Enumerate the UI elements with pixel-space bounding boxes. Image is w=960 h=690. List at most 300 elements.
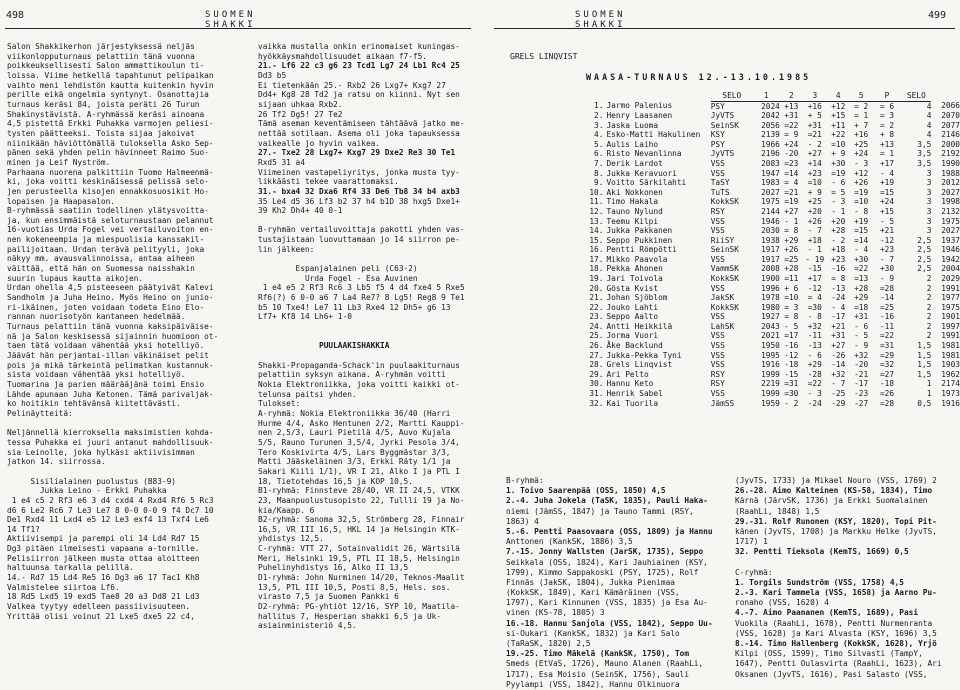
table-cell: - 7 xyxy=(831,379,846,389)
table-cell: 6. xyxy=(594,149,604,159)
table-cell: 2,5 xyxy=(917,245,932,255)
table-cell: KokkSK xyxy=(710,273,739,283)
table-cell: +26 xyxy=(807,216,822,226)
text-line: 18, Tietotehdas 16,5 ja KOP 10,5. xyxy=(258,476,413,486)
header-cell: 2 xyxy=(780,91,803,101)
table-cell: 16. xyxy=(589,245,604,255)
left-column-2 xyxy=(258,42,480,631)
text-line: näkyy mm. avausvalinnoissa, antaa aiheen xyxy=(7,254,195,264)
table-cell: +26 xyxy=(784,245,799,255)
text-line: 5.-6. Pentti Paasovaara (OSS, 1809) ja Hannu xyxy=(506,526,713,536)
table-cell: 1938 xyxy=(761,235,780,245)
table-cell: - 5 xyxy=(854,331,869,341)
table-cell: = 3 xyxy=(879,111,895,121)
table-cell: 4. xyxy=(594,130,604,140)
text-line xyxy=(735,558,957,568)
text-line: Dd4+ Kg8 28 Td2 ja ratsu on kiinni. Nyt sen xyxy=(258,90,460,100)
text-line: Sandholm ja Juha Heino. Myös Heino on junio- xyxy=(7,293,214,303)
table-cell: =28 xyxy=(879,283,895,293)
table-cell: Mikko Paavola xyxy=(606,254,668,264)
table-cell: = 2 xyxy=(854,101,869,111)
table-cell: =25 xyxy=(879,302,895,312)
table-cell: -26 xyxy=(831,350,846,360)
table-row xyxy=(506,245,960,255)
table-cell: = 8 xyxy=(784,312,799,322)
text-line: pois ja mikä tärkeintä pelimatkan kustannuk- xyxy=(7,360,214,370)
table-cell: Aulis Laiho xyxy=(606,139,659,149)
table-cell: 4 xyxy=(926,111,932,121)
header-cell: 3 xyxy=(803,91,827,101)
table-cell: 2196 xyxy=(761,149,780,159)
text-line: 4,5 pistettä Erkki Puhakka varmojen peliesi- xyxy=(7,119,214,129)
table-cell: Henrik Sabel xyxy=(606,388,663,398)
table-cell: SeinSK xyxy=(710,120,739,130)
table-cell: 2021 xyxy=(761,331,780,341)
table-title: WAASA-TURNAUS 12.-13.10.1985 xyxy=(586,72,812,82)
text-line: poikkeuksellisesti Salon ammattikoulun ti- xyxy=(7,61,205,71)
table-cell: Ari Pelto xyxy=(606,369,649,379)
table-row xyxy=(506,236,960,246)
table-header-row xyxy=(506,91,960,101)
table-cell: = 4 xyxy=(784,178,799,188)
text-line: ki, joka voitti keskinäisessä pelissä selo- xyxy=(7,177,209,187)
table-row xyxy=(506,399,960,409)
table-cell: 3 xyxy=(926,206,932,216)
text-line: 23, Maanpuolustusopisto 22, Tullli 19 ja No- xyxy=(258,495,465,505)
table-cell: Jukka Keravuori xyxy=(606,168,677,178)
text-line: B-ryhmä: xyxy=(506,476,544,485)
table-cell: 2132 xyxy=(941,206,960,216)
text-line: Shakki-Propaganda-Schack'in puulaakiturnaus xyxy=(258,360,460,370)
table-cell: =21 xyxy=(807,130,822,140)
text-line: Pyylampi (VSS, 1842), Hannu Olkinuora xyxy=(506,679,680,689)
table-cell: 1981 xyxy=(941,350,960,360)
table-cell: 1950 xyxy=(761,341,780,351)
table-cell: - 9 xyxy=(879,273,895,283)
text-line: Hurme 4/4, Asko Hentunen 2/2, Martti Kauppi- xyxy=(258,418,465,428)
table-cell: =32 xyxy=(879,360,895,370)
table-cell: Seppo Pukkinen xyxy=(606,235,673,245)
table-cell: =31 xyxy=(784,379,799,389)
table-cell: 1991 xyxy=(941,283,960,293)
table-cell: VSS xyxy=(710,168,725,178)
text-line: Turnaus pelattiin tänä vuonna kaksipäiväise- xyxy=(7,322,214,332)
table-cell: 2 xyxy=(926,321,932,331)
text-line: Aktiivisempi ja parempi oli 14 Ld4 Rd7 15 xyxy=(7,534,200,544)
text-line: (TaRaSK, 1820) 2,5 xyxy=(506,639,591,648)
text-line xyxy=(258,322,480,332)
text-line: 1. Torgils Sundström (VSS, 1758) 4,5 xyxy=(735,577,904,587)
table-cell: -14 xyxy=(879,293,895,303)
text-line: pänen sekä yhden pelin hävinneet Raimo Suo- xyxy=(7,148,209,158)
text-line: vaikka mustalla onkin erinomaiset kuningas- xyxy=(258,42,460,51)
text-line: Jäävät hän perjantai-illan väkinäiset pelit xyxy=(7,351,209,360)
text-line: taen tätä voidaan vähentää yksi hotelliyö. xyxy=(7,341,205,351)
table-cell: RSY xyxy=(710,369,725,379)
table-cell: +24 xyxy=(879,197,895,207)
table-cell: 2 xyxy=(926,293,932,303)
text-line: känen (JyvTS, 1708) ja Markku Helke (JyvTS, xyxy=(735,526,937,536)
text-line: jatkon 14. siirrossa. xyxy=(7,457,106,467)
text-line: likkäästi tekee vaarattomaksi. xyxy=(258,177,399,187)
table-row xyxy=(506,351,960,361)
table-cell: +18 xyxy=(831,245,846,255)
text-line: Shakinystävistä. A-ryhmässä keräsi ainoana xyxy=(7,109,205,119)
text-line: telunsa paitsi yhden. xyxy=(258,389,357,399)
text-line: ronaho (VSS, 1620) 4 xyxy=(735,598,829,608)
table-cell: +31 xyxy=(784,111,799,121)
text-line: d6 6 Le2 Rc6 7 Le3 Le7 8 0-0 0-0 9 f4 Dc7 10 xyxy=(7,505,214,515)
table-cell: +31 xyxy=(807,120,822,130)
table-row xyxy=(506,111,960,121)
text-line: Smeds (EtVaS, 1726), Mauno Alanen (RaahLi, xyxy=(506,659,704,669)
text-line: Vuokila (RaahLi, 1678), Pentti Nurmenranta xyxy=(735,618,933,628)
table-cell: =11 xyxy=(784,273,799,283)
text-line: loissa. Viime hetkellä tapahtunut pelipaikan xyxy=(7,70,214,80)
table-cell: - 3 xyxy=(831,197,846,207)
table-cell: 1946 xyxy=(761,216,780,226)
text-line: nettää sotilaan. Asema oli joka tapauksessa xyxy=(258,128,460,138)
table-cell: 2070 xyxy=(941,111,960,121)
table-cell: -25 xyxy=(831,388,846,398)
text-line: hyökkäysmahdollisuudet aikaan f7-f5. xyxy=(258,51,427,61)
table-cell: 1966 xyxy=(761,139,780,149)
text-line: Neljännellä kierroksella maksimistien kohda- xyxy=(7,428,214,438)
text-line: 16.-18. Hannu Sanjola (VSS, 1842), Seppo Uu- xyxy=(506,618,713,628)
text-line: tessa Puhakka ei juuri antanut mahdollisuuk- xyxy=(7,437,214,447)
table-cell: 1975 xyxy=(941,216,960,226)
table-row xyxy=(506,274,960,284)
text-line: ja, kun ensimmäistä seloturnaustaan pelannut xyxy=(7,215,214,225)
text-line: nen kokeneempia ja miespuolisia kanssakil- xyxy=(7,235,205,245)
table-cell: -16 xyxy=(879,312,895,322)
table-cell: VSS xyxy=(710,254,725,264)
table-cell: VSS xyxy=(710,283,725,293)
table-cell: RSY xyxy=(710,379,725,389)
table-cell: =18 xyxy=(854,302,869,312)
text-line: 1717) 1 xyxy=(735,537,768,547)
table-cell: 1917 xyxy=(761,254,780,264)
table-cell: =15 xyxy=(854,226,869,236)
table-cell: 3 xyxy=(926,178,932,188)
text-line: 1 e4 c5 2 Rf3 e6 3 d4 cxd4 4 Rxd4 Rf6 5 Rc3 xyxy=(7,495,214,505)
table-cell: 29. xyxy=(589,369,604,379)
table-cell: 2,5 xyxy=(917,254,932,264)
text-line: 16,5, VR III 16,5, HKL 14 ja Helsingin KTK- xyxy=(258,524,460,534)
text-line: nen 2,5/3, Lauri Pietilä 4/5, Auvo Kujala xyxy=(258,428,451,438)
text-line: B-ryhmässä saatiin todellinen ylätysvoitta- xyxy=(7,206,209,216)
table-cell: - 6 xyxy=(854,321,869,331)
table-cell: -17 xyxy=(854,379,869,389)
table-cell: =23 xyxy=(784,159,799,169)
table-cell: =19 xyxy=(831,168,846,178)
header-cell xyxy=(606,91,710,101)
table-cell: - 19 xyxy=(805,254,825,264)
table-row xyxy=(506,255,960,265)
table-cell: 1942 xyxy=(941,254,960,264)
table-cell: 3. xyxy=(594,120,604,130)
text-line: Rxd5 31 a4 xyxy=(258,157,305,167)
text-line: Finnäs (JakSK, 1804), Jukka Pienimaa xyxy=(506,577,675,587)
text-line: 5/5, Rauno Turunen 3,5/4, Jyrki Pesola 3/4, xyxy=(258,437,460,447)
table-cell: +13 xyxy=(784,101,799,111)
table-row xyxy=(506,360,960,370)
table-cell: VSS xyxy=(710,216,725,226)
table-cell: Henry Laasanen xyxy=(606,111,673,121)
table-row xyxy=(506,264,960,274)
table-cell: -15 xyxy=(807,264,822,274)
text-line: 2.-4. Juha Jokela (TaSK, 1835), Pauli Haka- xyxy=(506,496,708,506)
table-cell: 2027 xyxy=(941,226,960,236)
table-cell: +17 xyxy=(879,159,895,169)
table-row xyxy=(506,197,960,207)
text-line: rannan nuorisotyön kantaneen hedelmää. xyxy=(7,312,186,322)
table-cell: 2077 xyxy=(941,120,960,130)
table-cell: VSS xyxy=(710,226,725,236)
table-cell: 2 xyxy=(926,331,932,341)
table-cell: +21 xyxy=(831,321,846,331)
table-cell: 2083 xyxy=(761,159,780,169)
text-line xyxy=(258,254,480,264)
table-cell: VSS xyxy=(710,331,725,341)
table-cell: SeinSK xyxy=(710,245,739,255)
table-cell: 1937 xyxy=(941,235,960,245)
table-row xyxy=(506,207,960,217)
table-cell: Gösta Kvist xyxy=(606,283,659,293)
table-cell: -17 xyxy=(831,312,846,322)
text-line: vinen (KS-78, 1805) 3 xyxy=(506,608,605,618)
text-line: B2-ryhmä: Sanoma 32,5, Strömberg 28, Finnair xyxy=(258,515,465,525)
table-cell: Tauno Nylund xyxy=(606,206,663,216)
table-row xyxy=(506,217,960,227)
text-line: viikonlopputurnaus pelattiin tänä vuonna xyxy=(7,51,195,61)
table-cell: +12 xyxy=(831,101,846,111)
table-cell: -24 xyxy=(831,293,846,303)
text-line: 18 Rd5 Lxd5 19 exd5 Tae8 20 a3 Dd8 21 Ld3 xyxy=(7,592,200,602)
table-cell: 2139 xyxy=(761,130,780,140)
table-row xyxy=(506,389,960,399)
text-line: Nokia Elektroniikka, joka voitti kaikki ot- xyxy=(258,379,460,389)
text-line: B-ryhmän vertailuvoittaja pakotti yhden vas- xyxy=(258,225,465,235)
text-line: Kärnä (JärvSK, 1736) ja Erkki Suomalainen xyxy=(735,496,928,506)
text-line: 1647), Pentti Oulasvirta (RaahLi, 1623), Ari xyxy=(735,659,942,669)
table-cell: -20 xyxy=(854,360,869,370)
table-cell: - 4 xyxy=(879,168,895,178)
table-cell: 2030 xyxy=(761,226,780,236)
table-cell: JyVTS xyxy=(710,111,735,121)
table-author: GRELS LINQVIST xyxy=(510,52,578,61)
table-cell: 1903 xyxy=(941,360,960,370)
text-line: Espanjalainen peli (C63-2) xyxy=(258,264,418,274)
table-cell: - 1 xyxy=(784,216,799,226)
text-line: 14 Tf1? xyxy=(7,524,40,534)
table-cell: -18 xyxy=(879,379,895,389)
table-cell: 1977 xyxy=(941,293,960,303)
table-cell: 27. xyxy=(589,350,604,360)
table-cell: 2 xyxy=(926,273,932,283)
text-line: C-ryhmä: VTT 27, Sotainvalidit 26, Wärtsilä xyxy=(258,544,460,554)
text-line: 7.-15. Jonny Wallsten (JarSK, 1735), Seppo xyxy=(506,547,704,557)
table-cell: 3,5 xyxy=(917,149,932,159)
table-cell: + 7 xyxy=(854,120,869,130)
text-line: 13,5, PTL III 10,5, Posti 8,5, Hels. sos. xyxy=(258,582,451,592)
table-cell: 3,5 xyxy=(917,139,932,149)
table-cell: 23. xyxy=(589,312,604,322)
table-cell: JämSS xyxy=(710,398,735,408)
table-row xyxy=(506,303,960,313)
table-cell: 2000 xyxy=(941,139,960,149)
table-cell: =22 xyxy=(784,120,799,130)
table-row xyxy=(506,331,960,341)
table-cell: 1 xyxy=(926,379,932,389)
table-cell: 2144 xyxy=(761,206,780,216)
text-line: Kilpi (OSS, 1599), Timo Silvasti (TampY, xyxy=(735,649,923,659)
table-cell: +15 xyxy=(831,111,846,121)
table-cell: PSY xyxy=(710,139,725,149)
table-cell: RiiSY xyxy=(710,235,735,245)
left-column-1 xyxy=(7,42,253,621)
table-cell: +27 xyxy=(784,206,799,216)
table-cell: = 8 xyxy=(784,226,799,236)
table-cell: 3 xyxy=(926,168,932,178)
table-cell: 0,5 xyxy=(917,398,932,408)
table-cell: =21 xyxy=(784,187,799,197)
text-line: 19.-25. Timo Mäkelä (KankSK, 1750), Tom xyxy=(506,649,690,659)
text-line: virasto 7,5 ja Suomen Pankki 6 xyxy=(258,592,399,602)
table-cell: -11 xyxy=(807,331,822,341)
table-cell: -12 xyxy=(879,235,895,245)
table-cell: 2219 xyxy=(761,379,780,389)
text-line: Dg3 pitäen ilmeisesti vapaana a-tornille. xyxy=(7,544,200,554)
table-cell: + 9 xyxy=(807,187,822,197)
text-line: Tero Koskivirta 4/5, Lars Byggmästar 3/3, xyxy=(258,447,451,457)
table-cell: 2042 xyxy=(761,111,780,121)
text-line: kia/Kaapp. 6 xyxy=(258,505,315,515)
table-cell: 1916 xyxy=(941,398,960,408)
text-line: D2-ryhmä: PG-yhtiöt 12/16, SYP 10, Maatila- xyxy=(258,602,460,612)
text-line: 26 Tf2 Dg5! 27 Te2 xyxy=(258,109,343,119)
text-line: yhdistys 12,5. xyxy=(258,534,324,544)
table-cell: =22 xyxy=(879,331,895,341)
table-cell: =10 xyxy=(854,197,869,207)
table-cell: = 2 xyxy=(879,120,895,130)
text-line: Rf6(?) 6 0-0 a6 7 La4 Re7? 8 Lg5! Reg8 9 Te1 xyxy=(258,293,465,303)
table-cell: Hannu Keto xyxy=(606,379,654,389)
table-cell: +28 xyxy=(854,283,869,293)
table-cell: Jaska Luoma xyxy=(606,120,659,130)
table-cell: +27 xyxy=(831,341,846,351)
table-cell: 1997 xyxy=(941,321,960,331)
table-cell: 1983 xyxy=(761,178,780,188)
table-cell: -28 xyxy=(807,369,822,379)
text-line: b5 10 Txe4! Le7 11 Lb3 Rxe4 12 Dh5+ g6 13 xyxy=(258,302,451,312)
text-line: niinikään häviöttömällä tuloksella Asko Sep- xyxy=(7,138,214,148)
table-cell: Kai Tuorila xyxy=(606,398,659,408)
table-cell: -18 xyxy=(784,360,799,370)
table-cell: +24 xyxy=(854,149,869,159)
text-line: 2.-3. Kari Tammela (VSS, 1658) ja Aarno Pu- xyxy=(735,588,937,598)
table-cell: =10 xyxy=(807,178,822,188)
table-cell: +24 xyxy=(784,139,799,149)
table-cell: - 7 xyxy=(807,226,822,236)
table-row xyxy=(506,130,960,140)
table-row xyxy=(506,140,960,150)
text-line: 32. Pentti Tieksola (KemTS, 1669) 0,5 xyxy=(735,547,909,557)
text-line: 35 Le4 d5 36 Lf3 b2 37 h4 b1D 38 hxg5 Dxe1+ xyxy=(258,196,460,206)
table-cell: +19 xyxy=(879,178,895,188)
table-row xyxy=(506,188,960,198)
table-cell: 18. xyxy=(589,264,604,274)
table-cell: Jukka-Pekka Tyni xyxy=(606,350,682,360)
table-cell: 2146 xyxy=(941,130,960,140)
header-cell: 1 xyxy=(753,91,780,101)
table-cell: Seppo Aalto xyxy=(606,312,659,322)
table-cell: VSS xyxy=(710,159,725,169)
table-cell: +32 xyxy=(807,321,822,331)
table-cell: 1916 xyxy=(761,360,780,370)
table-cell: = 5 xyxy=(831,187,846,197)
table-cell: VSS xyxy=(710,388,725,398)
table-cell: - 1 xyxy=(831,206,846,216)
table-cell: -14 xyxy=(831,360,846,370)
table-cell: -16 xyxy=(831,264,846,274)
table-cell: = 1 xyxy=(879,149,895,159)
table-cell: -21 xyxy=(854,369,869,379)
table-cell: 21. xyxy=(589,293,604,303)
table-cell: +28 xyxy=(784,264,799,274)
table-cell: 26. xyxy=(589,341,604,351)
table-cell: 2 xyxy=(926,283,932,293)
table-cell: Voitto Särkilahti xyxy=(606,178,687,188)
table-cell: 1999 xyxy=(761,369,780,379)
table-cell: 3 xyxy=(926,226,932,236)
text-line: lin jälkeen: xyxy=(258,244,315,254)
table-cell: +25 xyxy=(854,139,869,149)
text-line: Tulokset: xyxy=(258,399,301,409)
text-line xyxy=(7,419,253,429)
text-line: 1797), Kari Kinnunen (VSS, 1835) ja Esa Au- xyxy=(506,598,708,608)
table-cell: 1973 xyxy=(941,388,960,398)
table-cell: +30 xyxy=(854,254,869,264)
table-cell: 1978 xyxy=(761,293,780,303)
table-cell: VSS xyxy=(710,312,725,322)
table-cell: 11. xyxy=(589,197,604,207)
table-cell: 5. xyxy=(594,139,604,149)
table-cell: 2,5 xyxy=(917,264,932,274)
text-line: asiainministeriö 4,5. xyxy=(258,621,357,631)
table-cell: 3 xyxy=(926,187,932,197)
table-cell: 14. xyxy=(589,226,604,236)
text-line: 1799), Kimmo Sappakoski (PSY, 1725), Rolf xyxy=(506,567,699,577)
text-line: jen perusteella kisojen ennakkosuosikit Ho- xyxy=(7,186,209,196)
text-line: Sakari Kiili 1/1), VR I 21, Alko I ja PTL I xyxy=(258,466,460,476)
text-line: 26.-28. Aimo Kalteinen (KS-58, 1834), Timo xyxy=(735,486,933,496)
right-page-number: 499 xyxy=(928,10,947,21)
text-line: Matti Jääskeläinen 3/3, Erkki Räty 1/1 ja xyxy=(258,457,451,467)
table-cell: LahSK xyxy=(710,321,735,331)
table-cell: +27 xyxy=(807,149,822,159)
table-cell: =31 xyxy=(879,341,895,351)
table-cell: -23 xyxy=(854,388,869,398)
table-cell: +31 xyxy=(831,331,846,341)
table-cell: - 6 xyxy=(831,178,846,188)
table-cell: =29 xyxy=(879,350,895,360)
table-cell: 1988 xyxy=(941,168,960,178)
table-cell: -24 xyxy=(807,398,822,408)
table-cell: + 9 xyxy=(831,149,846,159)
table-cell: +25 xyxy=(807,197,822,207)
table-row xyxy=(506,293,960,303)
